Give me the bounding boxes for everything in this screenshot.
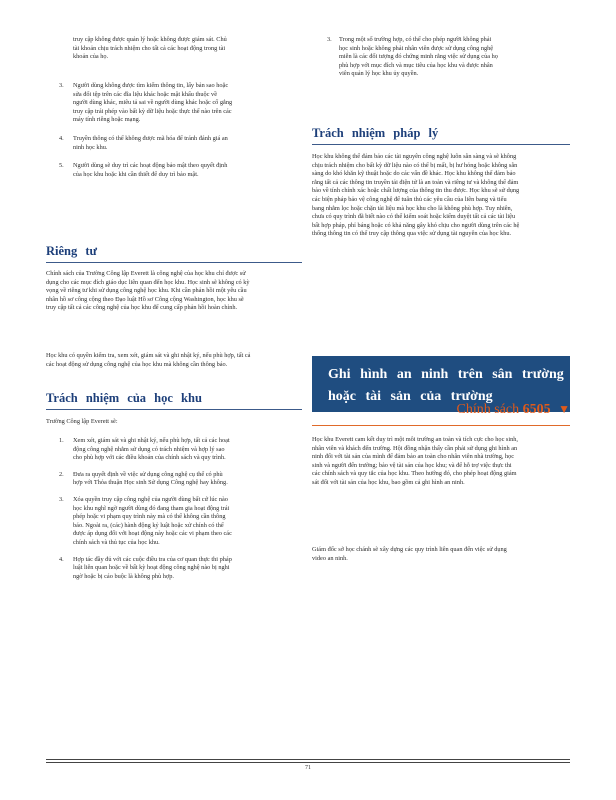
district-responsibility-heading: Trách nhiệm của học khu xyxy=(46,391,302,410)
legal-liability-paragraph: Học khu không thể đảm bảo các tài nguyên công nghệ luôn sẵn sàng và sẽ không chịu trách nhiệm cho bất kỳ dữ liệu nào có thể bị mất, bị hư hỏng hoặc không sẵn sàng do khó khăn kỹ thuật hoặc do các vấn đề khác. Học khu không thể đảm bảo rằng tất cả các thông tin truyền tải điện tử là an toàn và riêng tư và không thể đảm bảo về tính chính xác hoặc chất lượng của thông tin thu được. Học khu sẽ sử dụng các biện pháp bảo vệ công nghệ để tuân thủ các yêu cầu của liên bang và tiểu bang nhằm lọc hoặc chặn tài liệu mà học khu cho là không phù hợp. Tuy nhiên, chưa có quy trình đã biết nào có thể kiểm soát hoặc kiểm duyệt tất cả các tài liệu bất hợp pháp, phỉ báng hoặc có khả năng gây khó chịu cho người dùng trên các hệ thống thông tin có thể truy cập thông qua việc sử dụng tài nguyên của học khu. xyxy=(312,153,520,238)
policy-label-text: Chính sách xyxy=(456,402,520,417)
list-item xyxy=(46,496,302,548)
list-item-text: Người dùng sẽ duy trì các hoạt động bảo mật theo quyết định của học khu hoặc khi cần thiết để duy trì bảo mật. xyxy=(73,162,228,178)
district-intro: Trường Công lập Everett sẽ: xyxy=(46,418,118,425)
footer-rule xyxy=(46,759,570,760)
list-item-text: Truyền thông có thể không được mã hóa để tránh đánh giá an ninh học khu. xyxy=(73,134,228,151)
non-student-use-list xyxy=(312,36,570,89)
privacy-paragraph-1: Chính sách của Trường Công lập Everett là công nghệ của học khu chỉ được sử dụng cho các mục đích giáo dục liên quan đến học khu. Học sinh sẽ không có kỳ vọng về riêng tư khi sử dụng công nghệ học khu. Khi cần phản hồi một yêu cầu nhân hồ sơ công cộng theo Đạo luật Hồ sơ Công cộng Washington, học khu sẽ truy cập tất cả các công nghệ của học khu để cung cấp phản hồi hoàn chỉnh. xyxy=(46,270,250,312)
list-item-text: Xóa quyền truy cập công nghệ của người dùng bất cứ lúc nào học khu nghĩ ngờ người dùng đó đang tham gia hoạt động trái phép hoặc vi phạm quy trình này mà có thể không cần thông báo. Ngoài ra, (các) hành động kỷ luật hoặc xử chính có thể được áp dụng đối với hoạt động này hoặc các vi phạm theo các chính sách và thủ tục của học khu. xyxy=(73,495,232,546)
list-item-text: Hợp tác đầy đủ với các cuộc điều tra của cơ quan thực thi pháp luật liên quan hoặc về bất kỳ hoạt động công nghệ nào bị nghi ngờ hoặc bị cáo buộc là không phù hợp. xyxy=(73,555,232,580)
triangle-down-icon: ▼ xyxy=(558,402,570,416)
list-item xyxy=(46,556,302,582)
list-item-number: 3. xyxy=(59,495,64,503)
banner-title-line-2: hoặc tài sản của trường xyxy=(328,389,493,404)
list-item-number: 1. xyxy=(59,437,64,444)
page-number: 71 xyxy=(305,765,311,771)
list-item-text: Đưa ra quyết định về việc sử dụng công nghệ cụ thể có phù hợp với Thỏa thuận Học sinh Sử dụng Công nghệ hay không. xyxy=(73,470,228,487)
list-item-number: 3. xyxy=(59,82,64,89)
banner-title-line-1: Ghi hình an ninh trên sân trường xyxy=(328,367,564,382)
list-item-text: Trong một số trường hợp, có thể cho phép người không phải học sinh hoặc không phải nhân viên được sử dụng công nghệ miễn là các đối tượng đó chứng minh rằng việc sử dụng của họ phù hợp với mục đích và mục tiêu của học khu và được nhân viên quản lý học khu ủy quyền. xyxy=(339,36,498,78)
list-item-number: 4. xyxy=(59,134,64,142)
intro-fragment: truy cập không được quản lý hoặc không được giám sát. Chủ tài khoản chịu trách nhiệm cho tất cả các hoạt động trong tài khoản của họ. xyxy=(73,36,227,61)
list-item xyxy=(46,82,302,125)
list-item-number: 2. xyxy=(59,470,64,478)
list-item-text: Người dùng không được tìm kiếm thông tin, lấy bản sao hoặc sửa đổi tệp trên các đĩa liệu khác hoặc mật khẩu thuộc về người dùng khác, miêu tả sai về người dùng khác hoặc cố gắng truy cập trái phép vào bất kỳ dữ liệu hoặc thực thể nào trên các máy tính riêng hoặc mạng. xyxy=(73,82,233,124)
list-item xyxy=(46,437,302,463)
list-item xyxy=(46,162,302,179)
privacy-heading: Riêng tư xyxy=(46,244,302,263)
policy-divider xyxy=(312,425,570,426)
list-item xyxy=(46,135,302,152)
policy-paragraph-1: Học khu Everett cam kết duy trì một môi trường an toàn và tích cực cho học sinh, nhân viên và khách đến trường. Hội đồng nhận thấy cần phải sử dụng ghi hình an ninh đối với tài sản của mình để đảm bảo an toàn cho nhân viên nhà trường, học sinh và người đến trường; bảo vệ tài sản của học khu; và để hỗ trợ việc thực thi các chính sách và quy tắc của học khu. Theo hướng đó, cho phép hoạt động giám sát đối với tài sản của học khu, bao gồm cả ghi hình an ninh. xyxy=(312,436,519,486)
list-item-text: Xem xét, giám sát và ghi nhật ký, nếu phù hợp, tất cả các hoạt động công nghệ nhằm sử dụng có trách nhiệm và hợp lý sao cho phù hợp với các điều khoản của chính sách và quy trình. xyxy=(73,437,230,462)
footer-rule xyxy=(46,762,570,763)
list-item-number: 4. xyxy=(59,555,64,563)
legal-liability-heading: Trách nhiệm pháp lý xyxy=(312,126,570,145)
policy-paragraph-2: Giám đốc sở học chánh sẽ xây dựng các quy trình liên quan đến việc sử dụng video an ninh. xyxy=(312,546,507,562)
list-item-number: 3. xyxy=(327,36,332,43)
policy-number: 6505 xyxy=(522,402,551,417)
privacy-paragraph-2: Học khu có quyền kiểm tra, xem xét, giám sát và ghi nhật ký, nếu phù hợp, tất cả các hoạt động sử dụng công nghệ của học khu mà không cần thông báo. xyxy=(46,352,251,368)
list-item xyxy=(46,471,302,488)
policy-number-label xyxy=(312,400,570,419)
access-rules-list xyxy=(46,82,302,189)
district-duties-list xyxy=(46,437,302,591)
list-item xyxy=(312,36,570,79)
list-item-number: 5. xyxy=(59,162,64,170)
